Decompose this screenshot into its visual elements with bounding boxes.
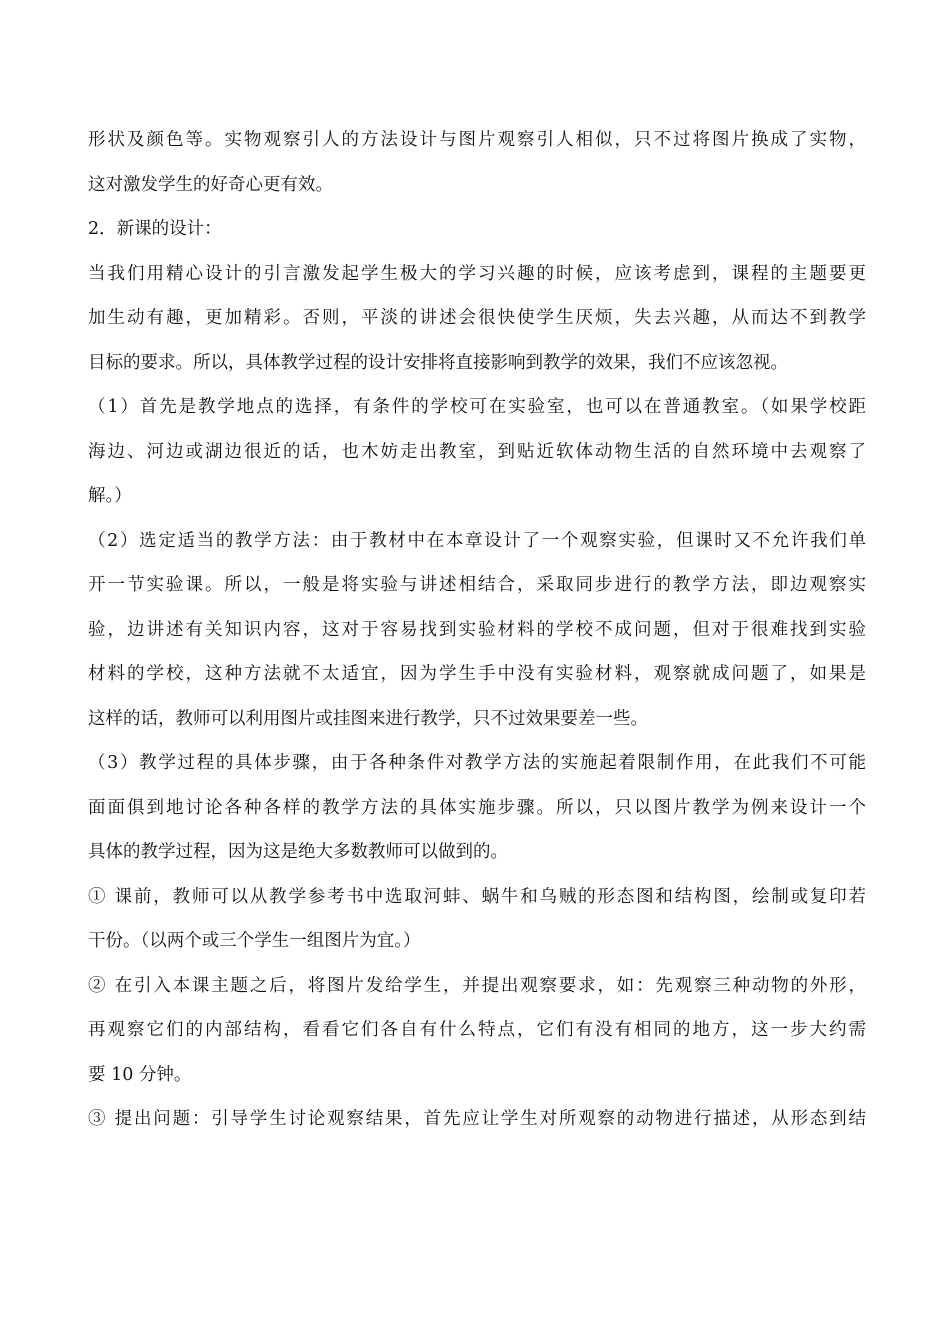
paragraph-line: 当我们用精心设计的引言激发起学生极大的学习兴趣的时候，应该考虑到，课程的主题要更 [88, 263, 866, 284]
paragraph-line: （3）教学过程的具体步骤，由于各种条件对教学方法的实施起着限制作用，在此我们不可能 [88, 753, 866, 773]
paragraph-line: ③ 提出问题：引导学生讨论观察结果，首先应让学生对所观察的动物进行描述，从形态到结 [88, 1109, 866, 1129]
paragraph-line: 材料的学校，这种方法就不太适宜，因为学生手中没有实验材料，观察就成问题了，如果是 [88, 664, 866, 684]
paragraph-line: 目标的要求。所以，具体教学过程的设计安排将直接影响到教学的效果，我们不应该忽视。 [88, 352, 788, 373]
paragraph-line: 加生动有趣，更加精彩。否则，平淡的讲述会很快使学生厌烦，失去兴趣，从而达不到教学 [88, 308, 866, 328]
paragraph-line: 再观察它们的内部结构，看看它们各自有什么特点，它们有没有相同的地方，这一步大约需 [88, 1020, 866, 1040]
paragraph-line: 形状及颜色等。实物观察引人的方法设计与图片观察引人相似，只不过将图片换成了实物， [88, 130, 866, 150]
paragraph-line: 这样的话，教师可以利用图片或挂图来进行教学，只不过效果要差一些。 [88, 708, 648, 729]
paragraph-line: 海边、河边或湖边很近的话，也木妨走出教室，到贴近软体动物生活的自然环境中去观察了 [88, 441, 866, 462]
paragraph-line: 解。） [88, 486, 132, 506]
paragraph-line: 具体的教学过程，因为这是绝大多数教师可以做到的。 [88, 842, 508, 862]
paragraph-line: ① 课前，教师可以从教学参考书中选取河蚌、蜗牛和乌贼的形态图和结构图，绘制或复印若 [88, 886, 866, 907]
paragraph-line: 面面俱到地讨论各种各样的教学方法的具体实施步骤。所以，只以图片教学为例来设计一个 [88, 797, 866, 818]
section-heading: 2．新课的设计： [88, 219, 222, 239]
paragraph-line: 这对激发学生的好奇心更有效。 [88, 174, 333, 195]
paragraph-line: ② 在引入本课主题之后，将图片发给学生，并提出观察要求，如：先观察三种动物的外形， [88, 975, 866, 996]
paragraph-line: （2）选定适当的教学方法：由于教材中在本章设计了一个观察实验，但课时又不允许我们单 [88, 530, 866, 551]
paragraph-line: 干份。（以两个或三个学生一组图片为宜。） [88, 931, 421, 951]
paragraph-line: 要 10 分钟。 [88, 1064, 192, 1085]
paragraph-line: 开一节实验课。所以，一般是将实验与讲述相结合，采取同步进行的教学方法，即边观察实 [88, 575, 866, 595]
paragraph-line: 验，边讲述有关知识内容，这对于容易找到实验材料的学校不成问题，但对于很难找到实验 [88, 619, 866, 640]
paragraph-line: （1）首先是教学地点的选择，有条件的学校可在实验室，也可以在普通教室。（如果学校距 [88, 397, 866, 417]
document-body [88, 118, 866, 1142]
